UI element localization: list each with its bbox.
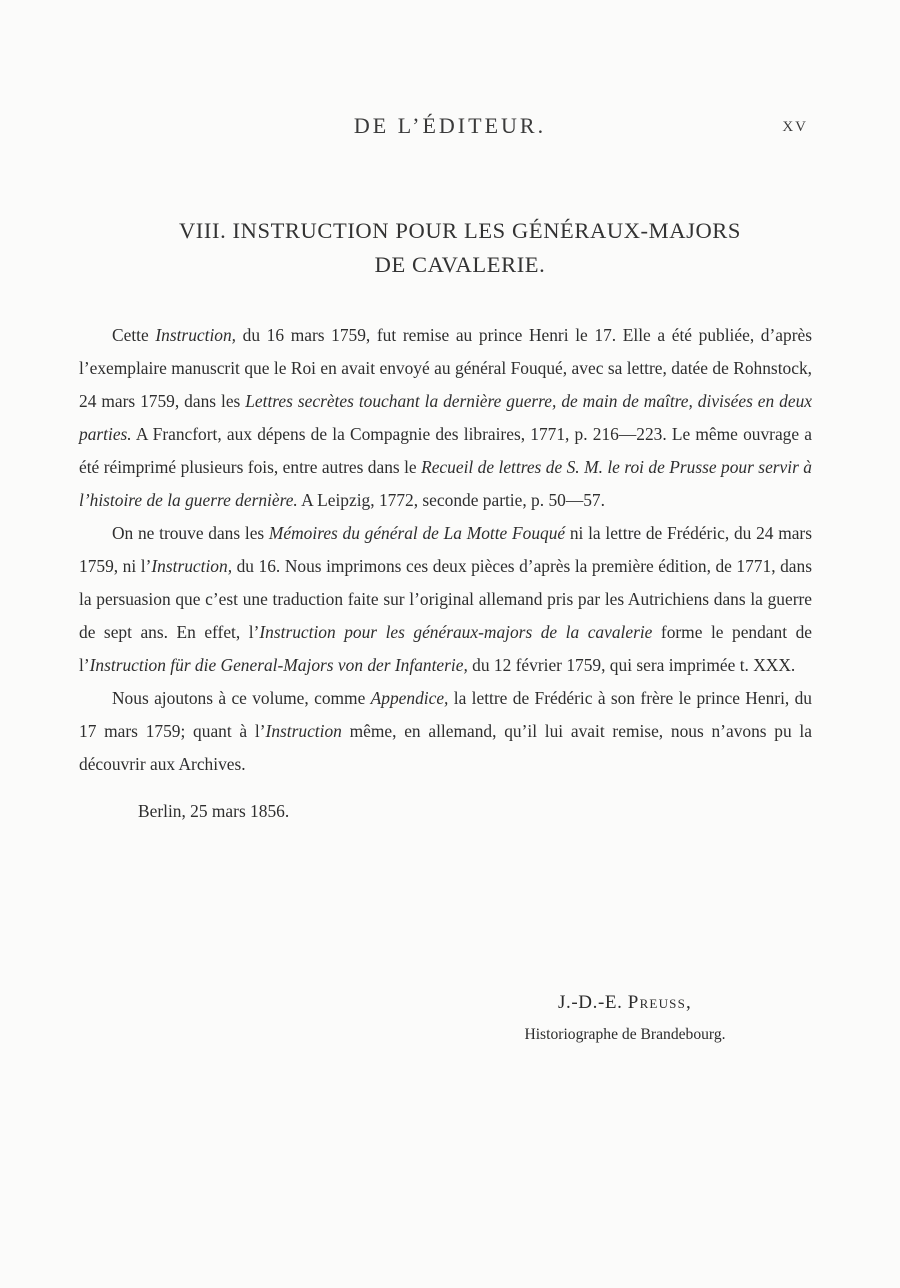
text-run: A Francfort, aux dépens de la Compagnie des libraires, 1771, p. 216—223. Le même ouvrage a été réimprimé plusieurs fois, entre autres dans le bbox=[79, 424, 812, 477]
section-title-line-1: VIII. INSTRUCTION POUR LES GÉNÉRAUX-MAJORS bbox=[178, 218, 742, 243]
text-run: On ne trouve dans les bbox=[112, 523, 269, 543]
italic-run: Instruction für die General-Majors von der Infanterie, bbox=[89, 655, 468, 675]
section-title bbox=[80, 214, 840, 282]
italic-run: Lettres secrètes touchant la dernière guerre, de main de maître, divisées en deux parties. bbox=[79, 391, 812, 444]
text-run: même, en allemand, qu’il lui avait remise, nous n’avons pu la découvrir aux Archives. bbox=[79, 721, 812, 774]
italic-run: Instruction bbox=[265, 721, 342, 741]
signature-title: Historiographe de Brandebourg. bbox=[524, 1026, 726, 1043]
page-number: XV bbox=[782, 119, 808, 135]
body-text bbox=[79, 319, 812, 828]
text-run: du 12 février 1759, qui sera imprimée t. XXX. bbox=[467, 655, 796, 675]
text-run: du 16. Nous imprimons ces deux pièces d’après la première édition, de 1771, dans la persuasion que c’est une traduction faite sur l’original allemand pris par les Autrichiens dans la guerre de sept ans. En effet, l’ bbox=[79, 556, 812, 642]
italic-run: Recueil de lettres de S. M. le roi de Prusse pour servir à l’histoire de la guerre dernière. bbox=[79, 457, 813, 510]
paragraph-3 bbox=[79, 682, 812, 781]
italic-run: Appendice, bbox=[370, 688, 449, 708]
signature-name bbox=[480, 988, 770, 1018]
text-run: forme le pendant de l’ bbox=[79, 622, 812, 675]
text-run: A Leipzig, 1772, seconde partie, p. 50—57. bbox=[297, 490, 605, 510]
signature-initials: J.-D.-E. bbox=[558, 992, 623, 1013]
running-head: DE L’ÉDITEUR. bbox=[353, 113, 547, 138]
signature-surname: Preuss, bbox=[627, 992, 692, 1013]
text-run: du 16 mars 1759, fut remise au prince Henri le 17. Elle a été publiée, d’après l’exemplaire manuscrit que le Roi en avait envoyé au général Fouqué, avec sa lettre, datée de Rohnstock, 24 mars 1759, dans les bbox=[79, 325, 812, 411]
paragraph-1 bbox=[79, 319, 812, 517]
text-run: ni la lettre de Frédéric, du 24 mars 1759, ni l’ bbox=[79, 523, 812, 576]
text-run: Cette bbox=[112, 325, 156, 345]
text-run: Nous ajoutons à ce volume, comme bbox=[112, 688, 371, 708]
paragraph-2 bbox=[79, 517, 812, 682]
italic-run: Instruction, bbox=[151, 556, 233, 576]
section-title-line-2: DE CAVALERIE. bbox=[374, 252, 546, 277]
italic-run: Mémoires du général de La Motte Fouqué bbox=[268, 523, 566, 543]
italic-run: Instruction pour les généraux-majors de la cavalerie bbox=[259, 622, 653, 642]
signature-block bbox=[480, 988, 770, 1048]
italic-run: Instruction, bbox=[155, 325, 237, 345]
text-run: la lettre de Frédéric à son frère le prince Henri, du 17 mars 1759; quant à l’ bbox=[79, 688, 812, 741]
dateline: Berlin, 25 mars 1856. bbox=[138, 801, 290, 821]
